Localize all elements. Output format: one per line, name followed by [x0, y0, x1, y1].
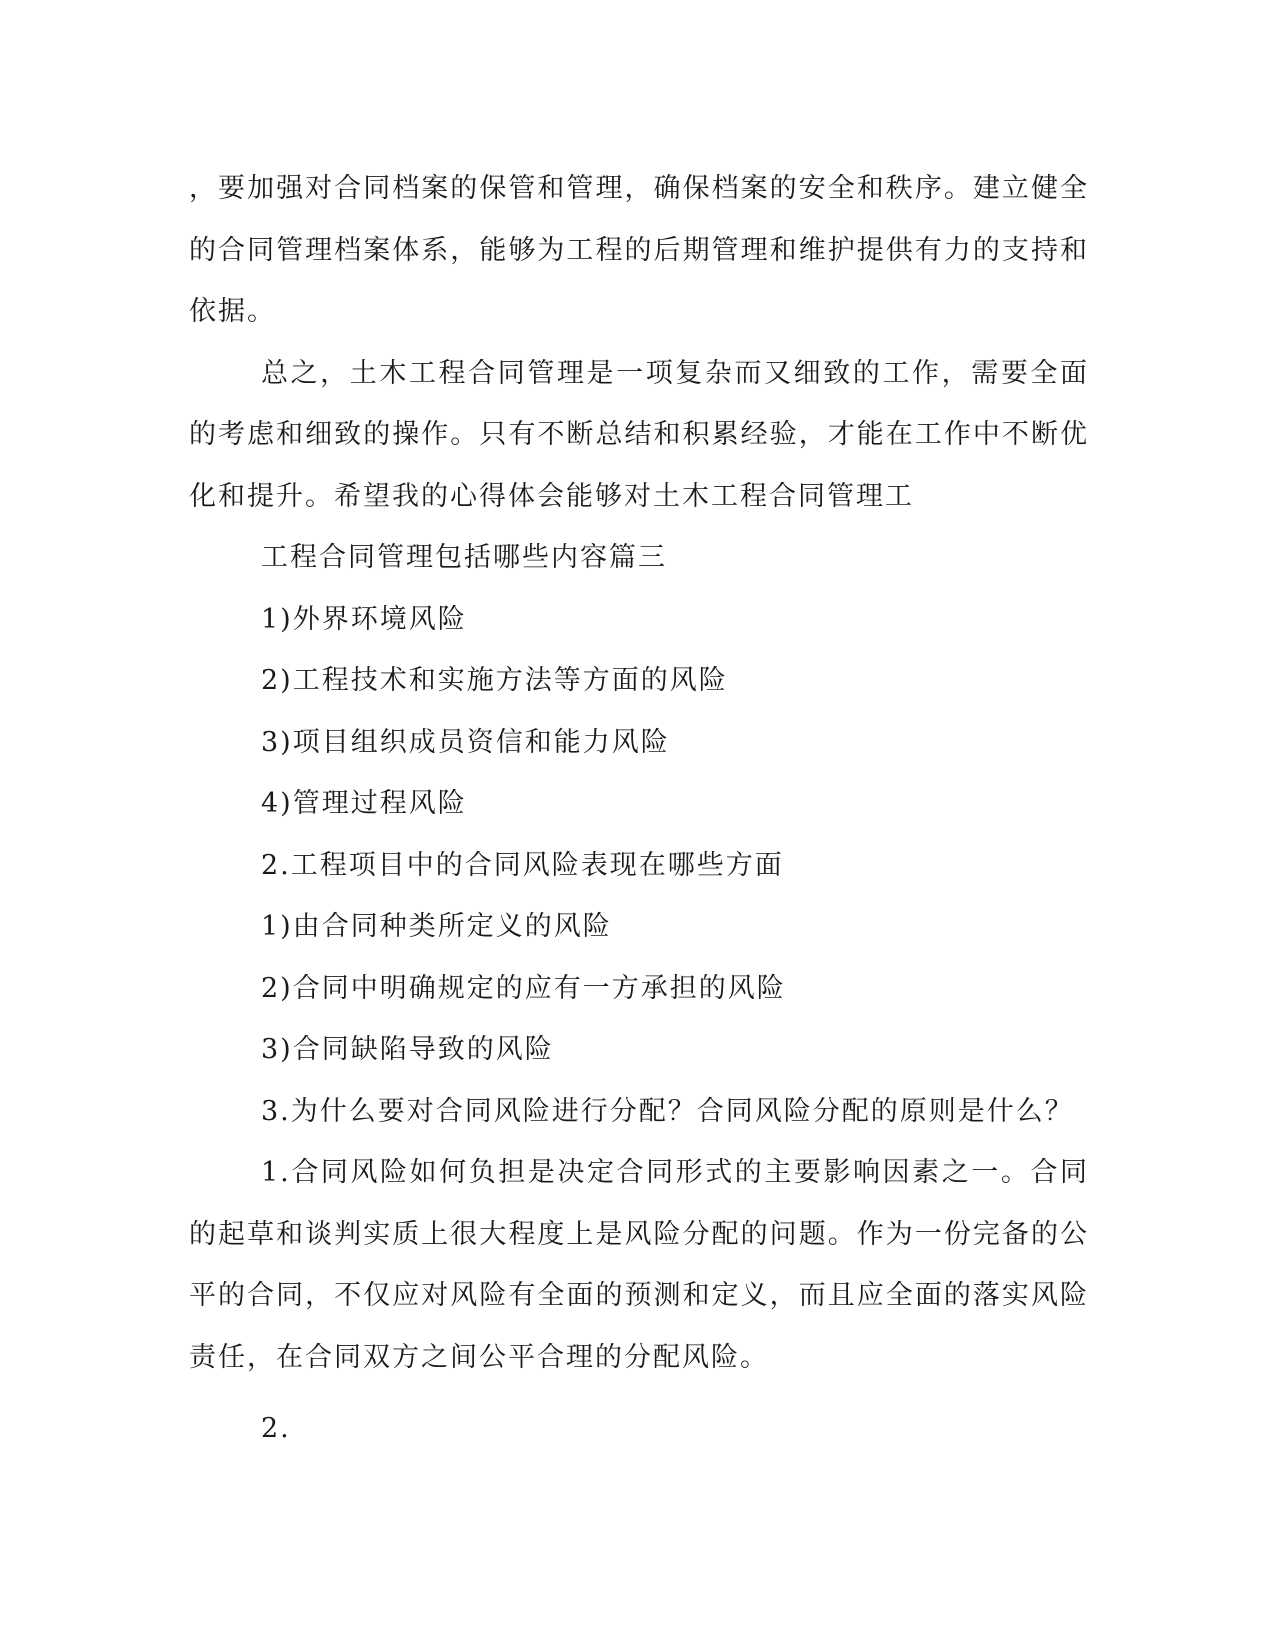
list-item-number-two: 2.: [261, 1413, 291, 1444]
paragraph-archive-management: ，要加强对合同档案的保管和管理，确保档案的安全和秩序。建立健全的合同管理档案体系，能够为工程的后期管理和维护提供有力的支持和依据。: [189, 173, 1089, 327]
document-body: [189, 158, 1089, 1460]
paragraph-summary: 总之，土木工程合同管理是一项复杂而又细致的工作，需要全面的考虑和细致的操作。只有不断总结和积累经验，才能在工作中不断优化和提升。希望我的心得体会能够对土木工程合同管理工: [189, 357, 1089, 512]
list-item-organization-risk: 3)项目组织成员资信和能力风险: [261, 726, 670, 758]
list-item-external-risk: 1)外界环境风险: [261, 603, 467, 635]
paragraph-risk-allocation-answer: 1.合同风险如何负担是决定合同形式的主要影响因素之一。合同的起草和谈判实质上很大程度上是风险分配的问题。作为一份完备的公平的合同，不仅应对风险有全面的预测和定义，而且应全面的落实风险责任，在合同双方之间公平合理的分配风险。: [189, 1157, 1089, 1373]
section-heading: 工程合同管理包括哪些内容篇三: [261, 542, 667, 573]
list-item-process-risk: 4)管理过程风险: [261, 788, 467, 819]
list-item-contract-type-risk: 1)由合同种类所定义的风险: [261, 911, 612, 942]
question-risk-allocation: 3.为什么要对合同风险进行分配？合同风险分配的原则是什么？: [261, 1095, 1074, 1127]
list-item-assigned-risk: 2)合同中明确规定的应有一方承担的风险: [261, 972, 786, 1004]
list-item-technical-risk: 2)工程技术和实施方法等方面的风险: [261, 665, 728, 696]
list-item-defect-risk: 3)合同缺陷导致的风险: [261, 1034, 554, 1065]
question-contract-risk-aspects: 2.工程项目中的合同风险表现在哪些方面: [261, 849, 784, 881]
